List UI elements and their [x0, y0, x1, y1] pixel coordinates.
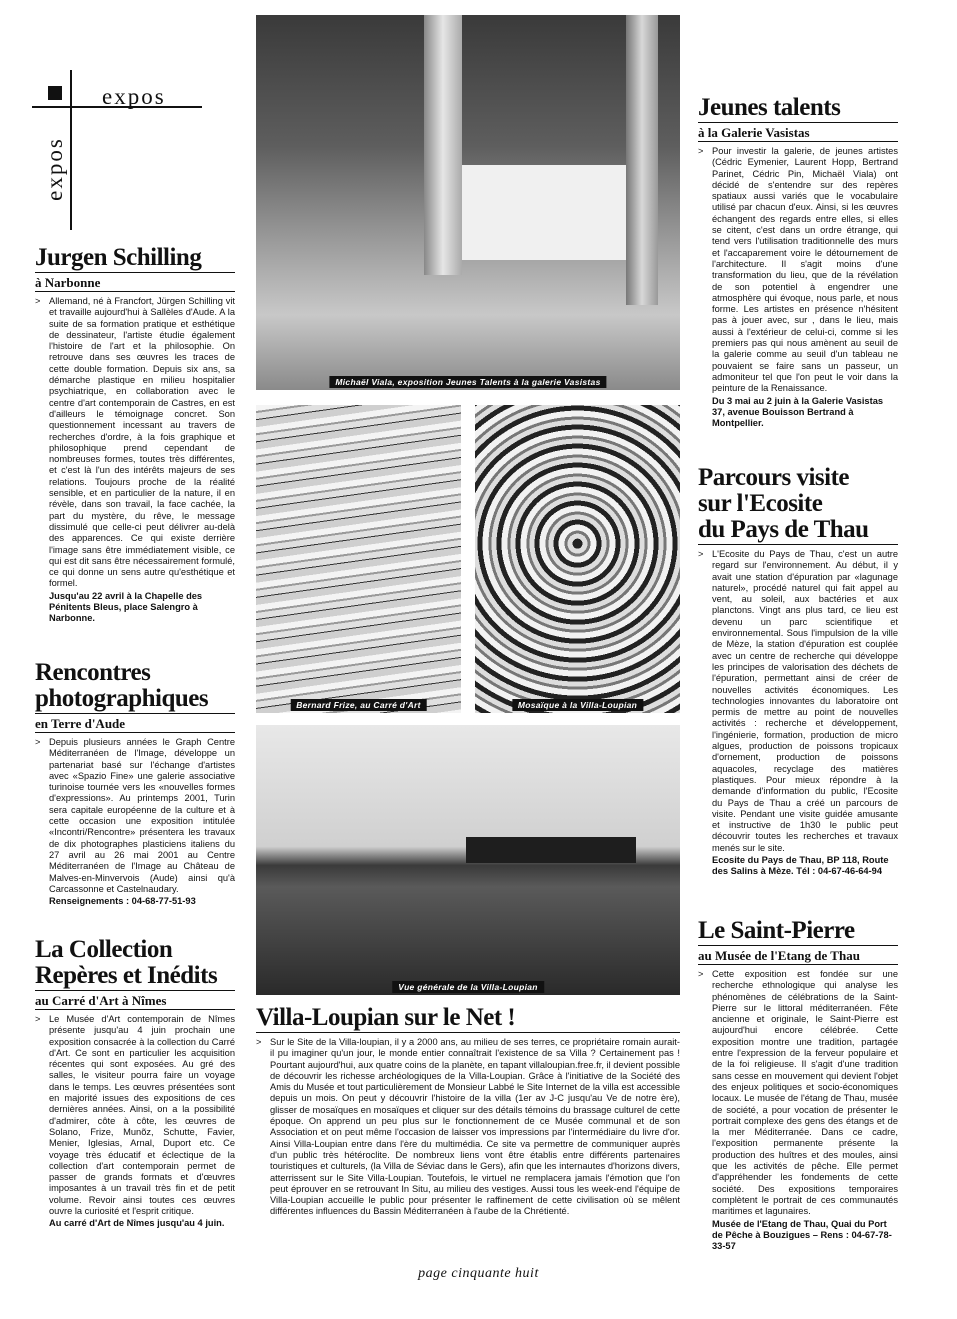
- article-info: Renseignements : 04-68-77-51-93: [49, 896, 196, 907]
- article-title: [35, 660, 235, 714]
- article-title: [35, 937, 235, 991]
- article-saint-pierre: [698, 918, 898, 1252]
- article-ecosite: [698, 465, 898, 878]
- wall-shape: [462, 165, 626, 260]
- article-info: Au carré d'Art de Nîmes jusqu'au 4 juin.: [49, 1218, 225, 1229]
- article-subtitle: au Carré d'Art à Nîmes: [35, 993, 235, 1010]
- article-body: L'Ecosite du Pays de Thau, c'est un autre regard sur l'environnement. Au début, il y avait une station d'épuration par «lagunage naturel», procédé naturel qui fait appel au vent, au soleil, aux bactéries et aux planctons. Vingt ans plus tard, ce lieu est devenu un parc scientifique et environnemental. Sous l'impulsion de la ville de Mèze, la station d'épuration est couplée avec un centre de recherche qui développe les principes de valorisation des déchets de l'épuration, permettant ainsi de créer de nouvelles activités économiques. Les technologies innovantes du laboratoire ont permis de mettre au point de nouvelles activités : recherche et développement, l'ingénierie, formation, production de micro algues, production de poissons tropicaux d'ornement, production de poissons aquacoles, recyclage des matières plastiques. Pour mieux répondre à la demande d'information du public, l'Ecosite du Pays de Thau a créé un parcours de visite. Pendant une visite guidée amusante et instructive de 1h30 le public peut découvrir toutes les recherches et travaux menés sur le site.: [712, 549, 898, 853]
- title-line-1: La Collection: [35, 936, 173, 963]
- article-body: Le Musée d'Art contemporain de Nîmes présente jusqu'au 4 juin prochain une exposition consacrée à la collection du Carré d'Art. Ce sont en particulier les acquisition récentes qui sont exposées. Au gré des salles, le visiteur pourra faire un voyage dans le temps. Les œuvres présentées sont en majorité issues des expositions de ces dernières années. Ainsi, on a la possibilité d'admirer, côte à côte, les œuvres de Solano, Frize, Munõz, Schutte, Favier, Menier, Iglesias, Arnal, Duport etc. Ce voyage très éducatif et éclectique de la collection d'art contemporain permet de passer de grands formats et d'œuvres imposantes à un travail très fin et de petit volume. Revoir ainsi toutes ces œuvres ouvre la curiosité et l'esprit critique.: [49, 1014, 235, 1217]
- title-line-1: Parcours visite: [698, 464, 850, 491]
- article-rencontres: [35, 660, 235, 907]
- article-collection: [35, 937, 235, 1230]
- article-body: Cette exposition est fondée sur une recherche ethnologique qui analyse les phénomènes de célébrations de la Saint-Pierre sur le littoral méditerranéen. Fête ancienne et originale, le Saint-Pierre est aujourd'hui encore célébrée. Cette exposition montre une tradition, partagée entre l'expression de la ferveur populaire et de la foi religieuse. Il s'agit d'une tradition sans cesse en mouvement qui devient l'objet des enjeux politiques et socio-économiques locaux. Le musée de l'étang de Thau, musée de société, a pour vocation de présenter le portrait complexe des gens des étangs et de la mer Méditerranée. Dans ce cadre, l'exposition permanente présente la production des huîtres et des moules, ainsi que les activités de pêche. Elle permet d'appréhender les fondements de cette société. Des expositions temporaires complètent le portrait de ces communautés maritimes et lagunaires.: [712, 969, 898, 1217]
- article-subtitle: à la Galerie Vasistas: [698, 125, 898, 142]
- article-title: Le Saint-Pierre: [698, 918, 898, 946]
- photo-mosaic: [475, 405, 680, 713]
- article-title: [698, 465, 898, 545]
- article-title: Jurgen Schilling: [35, 245, 235, 273]
- title-line-2: photographiques: [35, 685, 209, 712]
- article-body: Depuis plusieurs années le Graph Centre Méditerranéen de l'Image, développe un partenariat basé sur l'échange d'artistes avec «Spazio Fine» une galerie associative turinoise tournée vers les «nouvelles formes d'expressions». Au printemps 2001, Turin sera capitale européenne de la culture et à cette occasion une exposition intitulée «Incontri/Rencontre» présentera les travaux de dix photographes plasticiens italiens du 27 avril au 26 mai 2001 au Centre Méditerranéen de l'Image au Château de Malves-en-Minvervois (Aude) ainsi qu'à Carcassonne et Castelnaudary.: [49, 737, 235, 894]
- photo-caption: Michaël Viala, exposition Jeunes Talents à la galerie Vasistas: [329, 376, 606, 388]
- title-line-2: Repères et Inédits: [35, 962, 218, 989]
- photo-villa-landscape: [256, 725, 680, 995]
- title-line-2: sur l'Ecosite: [698, 490, 823, 517]
- photo-frize-painting: [256, 405, 461, 713]
- logo-square: [48, 86, 62, 100]
- article-jeunes-talents: [698, 95, 898, 429]
- article-villa: [256, 1005, 680, 1218]
- title-line-1: Rencontres: [35, 659, 151, 686]
- article-info: Du 3 mai au 2 juin à la Galerie Vasistas 37, avenue Bouisson Bertrand à Montpellier.: [712, 395, 884, 429]
- logo-vertical-rule: [70, 70, 72, 230]
- photo-caption: Mosaïque à la Villa-Loupian: [512, 699, 643, 711]
- article-schilling: [35, 245, 235, 625]
- article-title: Jeunes talents: [698, 95, 898, 123]
- section-label: expos: [102, 84, 166, 109]
- title-line-3: du Pays de Thau: [698, 516, 869, 543]
- bullet-marker: >: [698, 969, 704, 979]
- page-number: page cinquante huit: [418, 1266, 539, 1281]
- article-subtitle: en Terre d'Aude: [35, 716, 235, 733]
- article-body: Allemand, né à Francfort, Jürgen Schilling vit et travaille aujourd'hui à Sallèles d'Aude. A la suite de sa formation pratique et esthétique de dessinateur, l'artiste étudie également l'histoire de l'art et la philosophie. On retrouve dans ses œuvres les traces de cette double formation. Depuis six ans, sa démarche plastique en milieu hospitalier psychiatrique, en collaboration avec le centre d'art contemporain de Castres, en est d'ailleurs le témoignage concret. Son questionnement incessant au travers de recherches d'ordre, à la fois graphique et philosophique prend cependant de nombreuses formes, toutes très différentes, et c'est là l'un des intérêts majeurs de ses relations. Toujours proche de la réalité sensible, et en particulier de la nature, il en révèle, dans son travail, la face cachée, la part du mystère, du rêve, le message dissimulé que celle-ci peut délivrer au-delà des apparences. Ce qui existe derrière l'image sans être immédiatement visible, ce qui est dit sans être nécessairement formulé, ce qui donne un sens autre qu'esthétique et formel.: [49, 296, 235, 589]
- bullet-marker: >: [35, 296, 41, 306]
- article-body: Pour investir la galerie, de jeunes artistes (Cédric Eymenier, Laurent Hopp, Bertrand Parinet, Cédric Pin, Michaël Viala) ont décidé de s'entendre sur des repères spatiaux aussi variés que le vocabulaire utilisé par chacun d'eux. Ainsi, si les œuvres échangent des regards entre elles, si elles se citent, c'est dans un ordre étrange, qui tend vers l'utilisation traditionnelle des murs et l'accaparement voire le détournement de l'architecture. Il s'agit moins d'une transformation du lieu, que de la révélation de son potentiel à engendrer une atmosphère qui évoque, nous parle, et nous forme. Les artistes en présence n'hésitent pas à jouer avec, sur , dans le lieu, mais aussi à l'extérieur de celui-ci, comme si les premiers pas qui nous amènent au seuil de la galerie comme au seuil d'un tableau ne pouvaient se faire sans un passeur, un admoniteur tel que l'on peut le voir dans la peinture de la Renaissance.: [712, 146, 898, 394]
- column-shape: [424, 15, 462, 275]
- bullet-marker: >: [35, 737, 41, 747]
- bullet-marker: >: [698, 549, 704, 559]
- article-subtitle: au Musée de l'Etang de Thau: [698, 948, 898, 965]
- article-info: Musée de l'Etang de Thau, Quai du Port de Pêche à Bouzigues – Rens : 04-67-78-33-57: [712, 1218, 892, 1252]
- bullet-marker: >: [35, 1014, 41, 1024]
- section-label-vertical: expos: [42, 137, 67, 201]
- building-shape: [466, 837, 636, 863]
- photo-caption: Vue générale de la Villa-Loupian: [392, 981, 544, 993]
- section-logo: [32, 70, 202, 230]
- article-body: Sur le Site de la Villa-loupian, il y a 2000 ans, au milieu de ses terres, ce propriétaire romain aurait-il pu imaginer qu'un jour, le monde entier connaîtrait l'existence de sa Villa ? Certainement pas ! Pourtant aujourd'hui, aux quatre coins de la planète, en tapant villaloupian.free.fr, il devient possible de découvrir les richesse archéologiques de la Villa-Loupian. Grâce à l'initiative de la Société des Amis du Musée et tout particulièrement de Monsieur Labbé le Site Internet de la villa est accessible depuis un mois. On peut y découvrir l'histoire de la villa (1er av J-C jusqu'au Ve de notre ère), glisser de mosaïques en mosaïques et cliquer sur des détails témoins du brassage culturel de cette époque. On apprend un peu plus sur le fonctionnement de ce Musée communal et de son Association et on peut même l'occasion de laisser vos impressions par l'intermédiaire du livre d'or. Ainsi Villa-Loupian entre dans l'ère du multimédia. Ce site va permettre de communiquer auprès d'un public très hétéroclite. De nombreux liens vont être établis entre différents partenaires touristiques et culturels, (la Villa de Séviac dans le Gers), afin que les internautes d'horizons divers, atterrissent sur le Site Villa-Loupian. Toutefois, le virtuel ne remplacera jamais l'émotion que l'on peut éprouver en se retrouvant In Situ, au milieu des vestiges. Aussi tous les week-end l'équipe de Villa-Loupian accueille le public pour présenter le raffinement de cette civilisation où se mêlent différentes influences du Bassin Méditerranéen à l'aube de la Chrétienté.: [270, 1037, 680, 1217]
- photo-gallery-interior: [256, 15, 680, 390]
- article-info: Ecosite du Pays de Thau, BP 118, Route des Salins à Mèze. Tél : 04-67-46-64-94: [712, 855, 889, 877]
- column-shape: [626, 15, 658, 305]
- bullet-marker: >: [256, 1037, 262, 1047]
- photo-caption: Bernard Frize, au Carré d'Art: [290, 699, 427, 711]
- article-subtitle: à Narbonne: [35, 275, 235, 292]
- article-title: Villa-Loupian sur le Net !: [256, 1005, 680, 1033]
- bullet-marker: >: [698, 146, 704, 156]
- article-info: Jusqu'au 22 avril à la Chapelle des Pénitents Bleus, place Salengro à Narbonne.: [49, 590, 203, 624]
